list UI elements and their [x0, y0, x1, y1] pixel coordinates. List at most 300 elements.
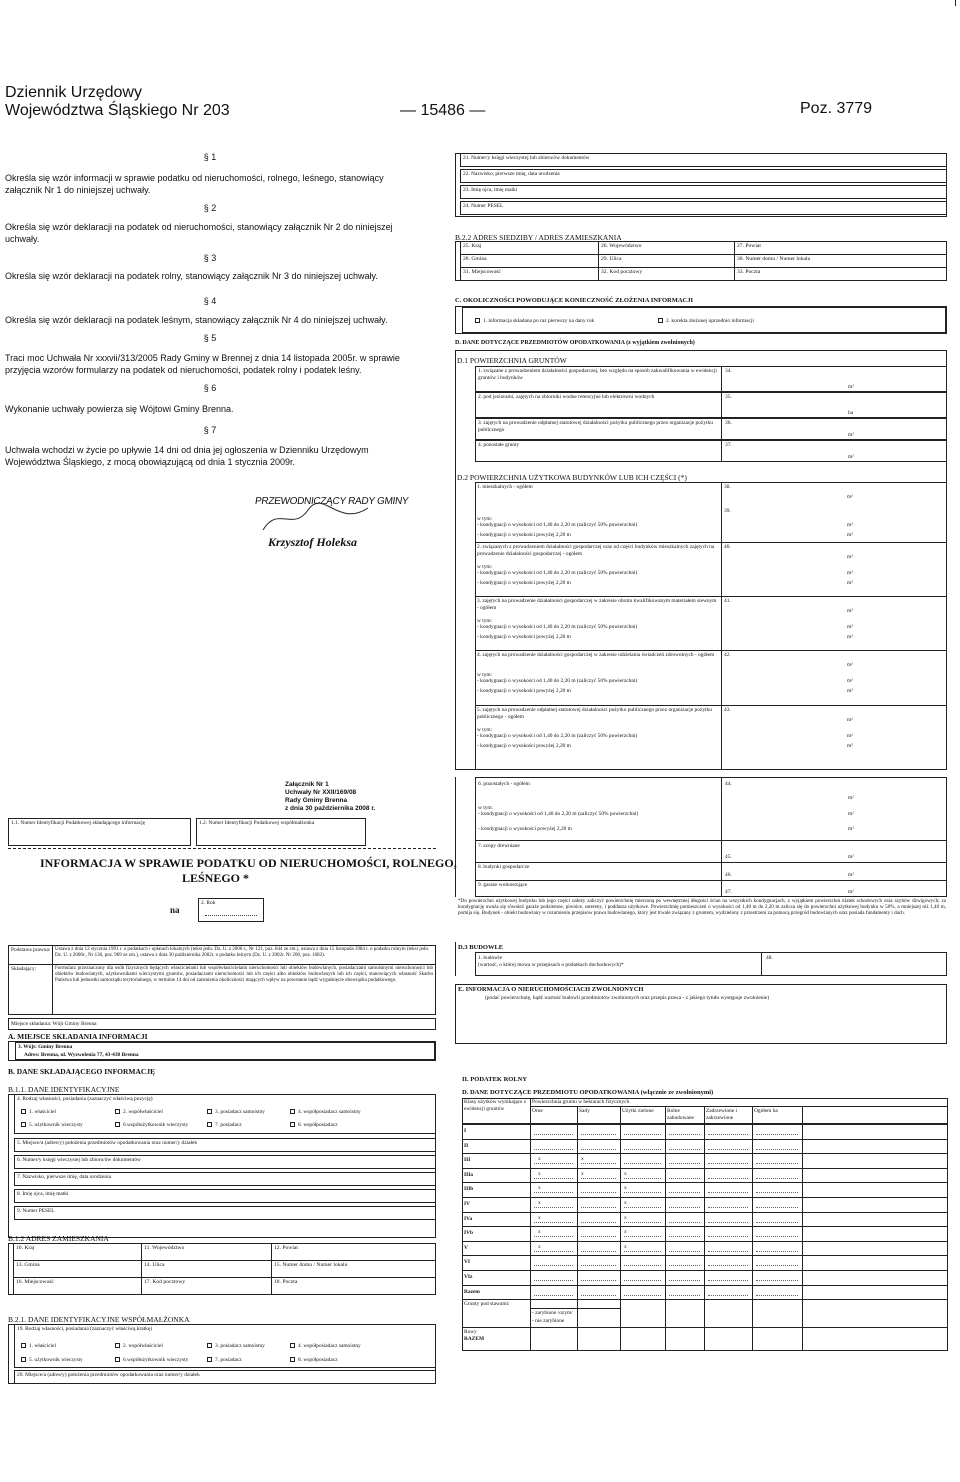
- spouse-pesel-label: 24. Numer PESEL: [463, 203, 504, 209]
- d2-row-4-wtym: w tym:: [477, 672, 493, 678]
- section-b12-title: B.1.2 ADRES ZAMIESZKANIA: [8, 1234, 109, 1243]
- farm-cell-input[interactable]: [624, 1280, 661, 1281]
- spouse-opt-8[interactable]: 8. współposiadacz: [290, 1357, 338, 1364]
- farm-cell-input[interactable]: [624, 1265, 661, 1266]
- other-k1-unit[interactable]: m²: [848, 811, 854, 817]
- farm-cell-x: x: [538, 1170, 541, 1177]
- farm-cell-input[interactable]: [581, 1222, 616, 1223]
- ownership-opt-2[interactable]: 2. współwłaściciel: [115, 1109, 163, 1116]
- farm-row-line: [462, 1168, 948, 1169]
- d2-row-1-num: 38.: [724, 484, 731, 490]
- spouse-location-label: 20. Miejsce/a (adres/y) położenia przedmiotów opodatkowania oraz numer/y działek: [17, 1372, 200, 1378]
- ponds-stocked: - zarybione /ozym/: [532, 1310, 573, 1317]
- spouse-ownership-field: [14, 1324, 436, 1368]
- farm-cell-x: x: [581, 1156, 584, 1163]
- farm-row-line: [462, 1270, 948, 1271]
- farm-cell-x: x: [538, 1156, 541, 1163]
- pesel-label: 9. Numer PESEL: [17, 1208, 55, 1214]
- address-province[interactable]: 11. Województwo: [142, 1244, 272, 1261]
- spouse-pesel-field[interactable]: [460, 201, 947, 215]
- field-48[interactable]: 48.: [766, 955, 773, 961]
- address-house-number[interactable]: 15. Numer domu / Numer lokalu: [272, 1261, 436, 1278]
- farm-cell-input[interactable]: [756, 1236, 798, 1237]
- d2-row-3-num: 41.: [724, 598, 731, 604]
- d1-row-1: [475, 366, 947, 392]
- d2-row-4-k1: - kondygnacji o wysokości od 1,40 do 2,20 m (zaliczyć 50% powierzchni): [477, 678, 638, 684]
- d2-row-4-k1-unit[interactable]: m²: [847, 678, 853, 684]
- field-47: 47.: [725, 889, 732, 895]
- d2-row-5-k2-unit[interactable]: m²: [847, 743, 853, 749]
- farm-cell-input[interactable]: [581, 1280, 616, 1281]
- total-label: RAZEM: [464, 1336, 485, 1343]
- year-field[interactable]: [198, 898, 264, 922]
- d2-row-1-k2-unit[interactable]: m²: [847, 532, 853, 538]
- land-register-field[interactable]: [14, 1155, 436, 1169]
- other-k1: - kondygnacji o wysokości od 1,40 do 2,20 m (zaliczyć 50% powierzchni): [478, 811, 639, 817]
- farm-cell-input[interactable]: [534, 1222, 573, 1223]
- d2-row-2-unit[interactable]: m²: [847, 554, 853, 560]
- farm-cell-input[interactable]: [756, 1295, 798, 1296]
- d2-row-3-k2-unit[interactable]: m²: [847, 634, 853, 640]
- farm-cell-input[interactable]: [708, 1207, 748, 1208]
- d2-row-4-unit[interactable]: m²: [847, 662, 853, 668]
- parents-field[interactable]: [14, 1189, 436, 1203]
- d2-row-1-label: 1. mieszkalnych - ogółem: [477, 484, 533, 490]
- d2-row-2-k2-unit[interactable]: m²: [847, 580, 853, 586]
- structures-divider: [761, 953, 762, 975]
- address-city[interactable]: 16. Miejscowość: [14, 1278, 142, 1295]
- farm-cell-input[interactable]: [708, 1236, 748, 1237]
- legal-row-divider: [9, 964, 435, 965]
- farm-cell-input[interactable]: [534, 1265, 573, 1266]
- spouse-register-field[interactable]: [460, 153, 947, 167]
- d1-row-2-unit[interactable]: ha: [848, 410, 854, 416]
- d2-row-2-k1-unit[interactable]: m²: [847, 570, 853, 576]
- farm-cell-input[interactable]: [708, 1163, 748, 1164]
- farm-vline-4: [665, 1106, 666, 1351]
- section-3: § 3: [203, 253, 217, 263]
- farm-cell-input[interactable]: [708, 1265, 748, 1266]
- farm-cell-input[interactable]: [669, 1265, 700, 1266]
- spouse-address-postal-code[interactable]: 32. Kod pocztowy: [599, 268, 735, 281]
- d2-row-3-wtym: w tym:: [477, 618, 493, 624]
- farm-cell-input[interactable]: [534, 1280, 573, 1281]
- d2-cont-divider: [721, 778, 722, 896]
- d1-row-4-divider: [721, 441, 722, 461]
- office-field: [15, 1042, 435, 1060]
- d2-row-3-line: [475, 596, 947, 597]
- farm-col-1: Orne: [532, 1108, 543, 1114]
- d1-row-1-unit[interactable]: m²: [848, 384, 854, 390]
- farm-col-area: Powierzchnia gruntu w hektarach fizycznych: [532, 1099, 630, 1105]
- spouse-opt-5[interactable]: 5. użytkownik wieczysty: [21, 1357, 83, 1364]
- spouse-name-field[interactable]: [460, 169, 947, 183]
- d1-row-3: [475, 418, 947, 440]
- d2-row-2-num: 40.: [724, 544, 731, 550]
- farm-cell-input[interactable]: [756, 1149, 798, 1150]
- farm-cell-x: x: [624, 1200, 627, 1206]
- farm-cell-input[interactable]: [624, 1134, 661, 1135]
- spouse-opt-7[interactable]: 7. posiadacz: [207, 1357, 242, 1364]
- field-47-unit[interactable]: m²: [848, 889, 854, 895]
- farm-cell-input[interactable]: [669, 1295, 700, 1296]
- farm-row-line: [462, 1182, 948, 1183]
- d2-row-3-k1: - kondygnacji o wysokości od 1,40 do 2,20 m (zaliczyć 50% powierzchni): [477, 624, 638, 630]
- spouse-address-commune[interactable]: 28. Gmina: [461, 255, 599, 268]
- d2-row-1-k1-unit[interactable]: m²: [847, 522, 853, 528]
- farm-cell-input[interactable]: [669, 1178, 700, 1179]
- nip-label: 1.1. Numer Identyfikacji Podatkowej składającego informację: [11, 820, 145, 826]
- farm-class-label: IV: [464, 1201, 470, 1207]
- spouse-address-house-number[interactable]: 30. Numer domu / Numer lokalu: [735, 255, 947, 268]
- farm-cell-input[interactable]: [624, 1222, 661, 1223]
- spouse-address-province[interactable]: 26. Województwo: [599, 242, 735, 255]
- ownership-opt-1[interactable]: 1. właściciel: [21, 1109, 56, 1116]
- d2-row-3-k1-unit[interactable]: m²: [847, 624, 853, 630]
- d1-row-3-divider: [721, 419, 722, 439]
- farm-class-label: II: [464, 1142, 469, 1149]
- row8-line: [476, 862, 946, 863]
- field-44: 44.: [725, 781, 732, 787]
- spouse-parents-field[interactable]: [460, 185, 947, 199]
- farm-cell-input[interactable]: [708, 1295, 748, 1296]
- farm-class-label: IVa: [464, 1215, 473, 1222]
- farm-cell-input[interactable]: [756, 1265, 798, 1266]
- d1-row-4-unit[interactable]: m²: [848, 454, 854, 460]
- section-5: § 5: [203, 333, 217, 343]
- form-title-2: LEŚNEGO *: [182, 871, 250, 885]
- field-45-unit[interactable]: m²: [848, 854, 854, 860]
- section-ii-title: II. PODATEK ROLNY: [462, 1076, 528, 1083]
- d2-row-2-label: 2. związanych z prowadzeniem działalności gospodarczej oraz od części budynków mieszkalnych zajętych na prowadzenie działalności gospodarczej - ogółem: [477, 544, 715, 557]
- address-postal-code[interactable]: 17. Kod pocztowy: [142, 1278, 272, 1295]
- farm-cell-input[interactable]: [708, 1280, 748, 1281]
- section-2: § 2: [203, 203, 217, 213]
- address-country[interactable]: 10. Kraj: [14, 1244, 142, 1261]
- farm-cell-x: x: [624, 1170, 627, 1177]
- spouse-opt-2[interactable]: 2. współwłaściciel: [115, 1343, 163, 1350]
- farm-row-line: [462, 1226, 948, 1227]
- farm-cell-input[interactable]: [534, 1251, 573, 1252]
- farm-col-2: Sady: [579, 1108, 590, 1114]
- farm-vline-5: [704, 1106, 705, 1351]
- section-c-title: C. OKOLICZNOŚCI POWODUJĄCE KONIECZNOŚĆ ZŁOŻENIA INFORMACJI: [455, 297, 694, 304]
- d1-row-2-divider: [721, 393, 722, 417]
- farm-cell-input[interactable]: [624, 1178, 661, 1179]
- d1-row-4: [475, 440, 947, 462]
- spouse-address-street[interactable]: 29. Ulica: [599, 255, 735, 268]
- farm-cell-input[interactable]: [669, 1192, 700, 1193]
- paragraph-2: Określa się wzór deklaracji na podatek od nieruchomości, stanowiący załącznik Nr 2 do niniejszej uchwały.: [5, 222, 393, 244]
- section-d2-title: D.2 POWIERZCHNIA UŻYTKOWA BUDYNKÓW LUB ICH CZĘŚCI (*): [457, 473, 687, 482]
- farm-row-line: [462, 1139, 948, 1140]
- farm-cell-input[interactable]: [669, 1222, 700, 1223]
- d2-row-4-num: 42.: [724, 652, 731, 658]
- d1-row-3-unit[interactable]: m²: [848, 432, 854, 438]
- farm-cell-input[interactable]: [581, 1295, 616, 1296]
- farm-row-line: [462, 1285, 948, 1286]
- d1-row-3-label: 3. zajętych na prowadzenie odpłatnej statutowej działalności pożytku publicznego przez organizacje pożytku publicznego: [478, 420, 713, 433]
- farm-cell-input[interactable]: [534, 1207, 573, 1208]
- journal-title: Dziennik Urzędowy: [5, 84, 142, 101]
- d1-row-2-label: 2. pod jeziorami, zajętych na zbiorniki wodne retencyjne lub elektrowni wodnych: [478, 394, 655, 400]
- farm-cell-input[interactable]: [581, 1236, 616, 1237]
- farm-cell-input[interactable]: [581, 1149, 616, 1150]
- farm-cell-input[interactable]: [669, 1134, 700, 1135]
- spouse-location-field[interactable]: [14, 1370, 436, 1384]
- farm-cell-input[interactable]: [756, 1163, 798, 1164]
- page-number: — 15486 —: [400, 102, 486, 119]
- farm-cell-input[interactable]: [708, 1149, 748, 1150]
- farm-cell-input[interactable]: [708, 1222, 748, 1223]
- d1-row-2-num: 35.: [725, 394, 732, 400]
- spouse-opt-4[interactable]: 4. współposiadacz samoistny: [290, 1343, 361, 1350]
- signature-scribble-icon: [258, 500, 378, 536]
- farm-cell-input[interactable]: [624, 1236, 661, 1237]
- spouse-opt-1[interactable]: 1. właściciel: [21, 1343, 56, 1350]
- section-c-inner: [462, 307, 946, 333]
- address-commune[interactable]: 13. Gmina: [14, 1261, 142, 1278]
- field-44-unit[interactable]: m²: [848, 795, 854, 801]
- farm-cell-input[interactable]: [534, 1236, 573, 1237]
- row7-line: [476, 840, 946, 841]
- address-post-office[interactable]: 18. Poczta: [272, 1278, 436, 1295]
- d2-row-5-unit[interactable]: m²: [847, 717, 853, 723]
- ownership-opt-3[interactable]: 3. posiadacz samoistny: [207, 1109, 265, 1116]
- farm-cell-input[interactable]: [756, 1134, 798, 1135]
- property-location-label: 5. Miejsce/a (adres/y) położenia przedmiotów opodatkowania oraz numer/y działek: [17, 1140, 198, 1146]
- farm-cell-input[interactable]: [624, 1163, 661, 1164]
- ownership-opt-5[interactable]: 5. użytkownik wieczysty: [21, 1122, 83, 1129]
- nip-field[interactable]: [8, 818, 191, 846]
- farm-cell-input[interactable]: [756, 1280, 798, 1281]
- farm-cell-input[interactable]: [581, 1265, 616, 1266]
- row9-line: [476, 880, 946, 881]
- farm-vline-6: [752, 1106, 753, 1351]
- farm-cell-input[interactable]: [581, 1192, 616, 1193]
- d1-row-1-num: 34.: [725, 368, 732, 374]
- other-wtym: w tym:: [478, 805, 494, 811]
- farm-cell-x: x: [624, 1214, 627, 1221]
- farm-cell-x: x: [581, 1170, 584, 1177]
- divider: [8, 848, 436, 849]
- ownership-opt-7[interactable]: 7. posiadacz: [207, 1122, 242, 1129]
- legal-basis-text: Ustawa z dnia 12 stycznia 1991 r. o podatkach i opłatach lokalnych (tekst jedn. Dz. U. z 2006 r., Nr 121, poz. 844 ze zm.), ustawa z dnia 15 listopada 1984 r. o podatku rolnym (tekst jedn. Dz. U. z 2006r., Nr 136, poz. 969 ze zm.), ustawa z dnia 30 października 2002r. o podatku leśnym (Dz. U. z 2002r. Nr 200, poz. 1682).: [55, 947, 430, 958]
- d2-row-5-k2: - kondygnacji o wysokości powyżej 2,20 m: [477, 743, 571, 749]
- farm-row-line: [462, 1241, 948, 1242]
- paragraph-6: Wykonanie uchwały powierza się Wójtowi Gminy Brenna.: [5, 404, 234, 414]
- d2-row-2-k2: - kondygnacji o wysokości powyżej 2,20 m: [477, 580, 571, 586]
- farm-cell-input[interactable]: [581, 1178, 616, 1179]
- spouse-address-country[interactable]: 25. Kraj: [461, 242, 599, 255]
- farm-cell-input[interactable]: [534, 1149, 573, 1150]
- d2-row-5-k1-unit[interactable]: m²: [847, 733, 853, 739]
- journal-subtitle: Województwa Śląskiego Nr 203: [5, 102, 230, 119]
- farm-cell-x: x: [538, 1200, 541, 1206]
- farm-cell-input[interactable]: [708, 1192, 748, 1193]
- correction-option[interactable]: 2. korekta złożonej uprzednio informacji: [658, 318, 754, 325]
- nip-spouse-label: 1.2. Numer Identyfikacji Podatkowej współmałżonka: [199, 820, 315, 826]
- farm-cell-input[interactable]: [708, 1134, 748, 1135]
- address-street[interactable]: 14. Ulica: [142, 1261, 272, 1278]
- farm-row-line: [462, 1197, 948, 1198]
- d2-row-5-line: [475, 705, 947, 706]
- section-b-title: B. DANE SKŁADAJĄCEGO INFORMACJĘ: [8, 1067, 156, 1076]
- section-d3-title: D.3 BUDOWLE: [458, 944, 504, 951]
- farm-cell-input[interactable]: [624, 1295, 661, 1296]
- parents-label: 8. Imię ojca, imię matki: [17, 1191, 69, 1197]
- address-table: [8, 1243, 436, 1295]
- d2-row-4-label: 4. zajętych na prowadzenie działalności gospodarczej w zakresie udzielania świadczeń zdrowotnych - ogółem: [477, 652, 715, 658]
- address-county[interactable]: 12. Powiat: [272, 1244, 436, 1261]
- farm-cell-input[interactable]: [756, 1251, 798, 1252]
- d3-leftline: [455, 942, 456, 976]
- farm-cell-input[interactable]: [756, 1222, 798, 1223]
- land-register-label: 6. Numer/y księgi wieczystej lub zbioru/ów dokumentów: [17, 1157, 141, 1163]
- crop-mark: [955, 0, 959, 6]
- farm-class-label: IVb: [464, 1230, 473, 1237]
- ownership-opt-6[interactable]: 6.współużytkownik wieczysty: [115, 1122, 188, 1129]
- section-e-title: E. INFORMACJA O NIERUCHOMOŚCIACH ZWOLNIONYCH: [458, 986, 644, 993]
- ownership-field: [14, 1094, 436, 1134]
- farm-body: [462, 1124, 948, 1351]
- na-label: na: [170, 905, 180, 915]
- d2-row-5-wtym: w tym:: [477, 727, 493, 733]
- d2-row-1-k1: - kondygnacji o wysokości od 1,40 do 2,20 m (zaliczyć 50% powierzchni): [477, 522, 638, 528]
- d2-row-3-unit[interactable]: m²: [847, 608, 853, 614]
- section-c-box: [455, 306, 947, 334]
- paragraph-1: Określa się wzór informacji w sprawie podatku od nieruchomości, rolnego, leśnego, stanowiący załącznik Nr 1 do niniejszej uchwały.: [5, 173, 384, 195]
- d2-row-1-unit[interactable]: m²: [847, 494, 853, 500]
- farm-cell-input[interactable]: [669, 1163, 700, 1164]
- nip-spouse-field[interactable]: [196, 818, 366, 846]
- farm-cell-input[interactable]: [534, 1163, 573, 1164]
- section-d-title: D. DANE DOTYCZĄCE PRZEDMIOTÓW OPODATKOWANIA (z wyjątkiem zwolnionych): [455, 340, 695, 346]
- place-text: Miejsce składania: Wójt Gminy Brenna: [11, 1021, 97, 1027]
- farm-cell-x: x: [538, 1185, 541, 1192]
- spouse-opt-3[interactable]: 3. posiadacz samoistny: [207, 1343, 265, 1350]
- farm-class-label: III: [464, 1157, 471, 1164]
- farm-header-line: [530, 1106, 948, 1107]
- d2-row-4-line: [475, 650, 947, 651]
- signature-name: Krzysztof Holeksa: [268, 535, 358, 549]
- farm-cell-input[interactable]: [756, 1192, 798, 1193]
- farm-cell-input[interactable]: [669, 1149, 700, 1150]
- d1-row-3-num: 36.: [725, 420, 732, 426]
- d2-row-2-line: [475, 542, 947, 543]
- section-e-note: (podać powierzchnię, bądź wartość budowli przedmiotów zwolnionych oraz przepis prawa - z jakiego tytułu występuje zwolnienie): [485, 995, 770, 1001]
- farm-cell-input[interactable]: [669, 1251, 700, 1252]
- d2-row-3-k2: - kondygnacji o wysokości powyżej 2,20 m: [477, 634, 571, 640]
- farm-cell-input[interactable]: [669, 1280, 700, 1281]
- d2-row-1-num2: 39.: [724, 508, 731, 514]
- other-k2: - kondygnacji o wysokości powyżej 2,20 m: [478, 826, 572, 832]
- office-address: Adres: Brenna, ul. Wyzwolenia 77, 43-438 Brenna: [24, 1051, 139, 1058]
- farm-vline-7: [802, 1106, 803, 1351]
- farm-class-label: V: [464, 1244, 468, 1251]
- section-a-box: [8, 1041, 436, 1061]
- pesel-field[interactable]: [14, 1206, 436, 1220]
- other-k2-unit[interactable]: m²: [848, 826, 854, 832]
- farm-cell-input[interactable]: [708, 1251, 748, 1252]
- farm-cell-x: x: [538, 1214, 541, 1221]
- farm-cell-input[interactable]: [581, 1163, 616, 1164]
- spouse-address-county[interactable]: 27. Powiat: [735, 242, 947, 255]
- d2-divider: [721, 483, 722, 769]
- paragraph-5: Traci moc Uchwała Nr xxxvii/313/2005 Rady Gminy w Brennej z dnia 14 listopada 2005r. w sprawie przyjęcia wzorów formularzy na podatek od nieruchomości, podatek rolny i podatek leśny.: [5, 353, 400, 375]
- farm-cell-input[interactable]: [624, 1149, 661, 1150]
- farm-cell-input[interactable]: [708, 1178, 748, 1179]
- farm-cell-input[interactable]: [534, 1192, 573, 1193]
- place-box: [8, 1018, 436, 1030]
- name-field[interactable]: [14, 1172, 436, 1186]
- spouse-name-label: 22. Nazwisko, pierwsze imię, data urodzenia: [463, 171, 560, 177]
- farm-cell-input[interactable]: [581, 1251, 616, 1252]
- year-dots: [205, 915, 257, 916]
- d2-row-1-wtym: w tym:: [477, 516, 493, 522]
- other-buildings-label: 6. pozostałych - ogółem: [478, 781, 530, 787]
- property-location-field[interactable]: [14, 1138, 436, 1152]
- paragraph-7: Uchwała wchodzi w życie po upływie 14 dni od dnia jej ogłoszenia w Dzienniku Urzędowym Województwa Śląskiego, z mocą obowiązującą od dnia 1 stycznia 2009r.: [5, 445, 369, 467]
- ownership-opt-8[interactable]: 8. współposiadacz: [290, 1122, 338, 1129]
- farm-cell-input[interactable]: [581, 1207, 616, 1208]
- farm-cell-input[interactable]: [581, 1134, 616, 1135]
- d2-cont-box: [475, 777, 947, 897]
- d2-row-4-k2-unit[interactable]: m²: [847, 688, 853, 694]
- farm-class-label: VIz: [464, 1274, 473, 1280]
- farm-cell-input[interactable]: [669, 1207, 700, 1208]
- section-b21-title: B.2.1. DANE IDENTYFIKACYJNE WSPÓŁMAŁŻONKA: [8, 1315, 190, 1324]
- farm-cell-input[interactable]: [624, 1207, 661, 1208]
- farm-vline-2: [577, 1106, 578, 1351]
- spouse-address-post-office[interactable]: 33. Poczta: [735, 268, 947, 281]
- section-4: § 4: [203, 296, 217, 306]
- farm-cell-input[interactable]: [624, 1192, 661, 1193]
- first-submission-option[interactable]: 1. informacja składana po raz pierwszy na dany rok: [475, 318, 594, 325]
- farm-row-line: [462, 1153, 948, 1154]
- farm-class-label: VI: [464, 1259, 470, 1266]
- spouse-address-city[interactable]: 31. Miejscowość: [461, 268, 599, 281]
- spouse-opt-6[interactable]: 6.współużytkownik wieczysty: [115, 1357, 188, 1364]
- section-e-box[interactable]: [455, 984, 947, 1044]
- farm-cell-input[interactable]: [669, 1236, 700, 1237]
- farm-cell-input[interactable]: [534, 1134, 573, 1135]
- farm-cell-input[interactable]: [534, 1178, 573, 1179]
- farm-cell-input[interactable]: [756, 1207, 798, 1208]
- farm-buildings-label: 8. budynki gospodarcze: [478, 864, 530, 870]
- annex-line-1: Załącznik Nr 1: [285, 781, 329, 788]
- d2-cont-leftline: [455, 777, 456, 897]
- ownership-opt-4[interactable]: 4. współposiadacz samoistny: [290, 1109, 361, 1116]
- ownership-label: 4. Rodzaj własności, posiadania (zaznaczyć właściwą pozycję): [17, 1096, 153, 1102]
- structures-row: [475, 952, 947, 976]
- farm-row-line: [462, 1124, 948, 1125]
- legal-divider: [52, 946, 53, 1014]
- farm-cell-input[interactable]: [756, 1178, 798, 1179]
- year-label: 2. Rok: [201, 900, 216, 906]
- farm-row-line: [462, 1255, 948, 1256]
- spouse-parents-label: 23. Imię ojca, imię matki: [463, 187, 518, 193]
- farm-class-label: Razem: [464, 1288, 480, 1295]
- farm-col-6: Ogółem ha: [754, 1108, 778, 1114]
- farm-cell-input[interactable]: [624, 1251, 661, 1252]
- farm-cell-input[interactable]: [534, 1295, 573, 1296]
- office-name: 3. Wójt: Gminy Brenna: [18, 1044, 73, 1050]
- field-46-unit[interactable]: m²: [848, 872, 854, 878]
- farm-cell-x: x: [624, 1229, 627, 1236]
- structures-label: 1. budowle: [478, 955, 502, 961]
- farm-col-4: Rolne zabudowane: [667, 1108, 694, 1121]
